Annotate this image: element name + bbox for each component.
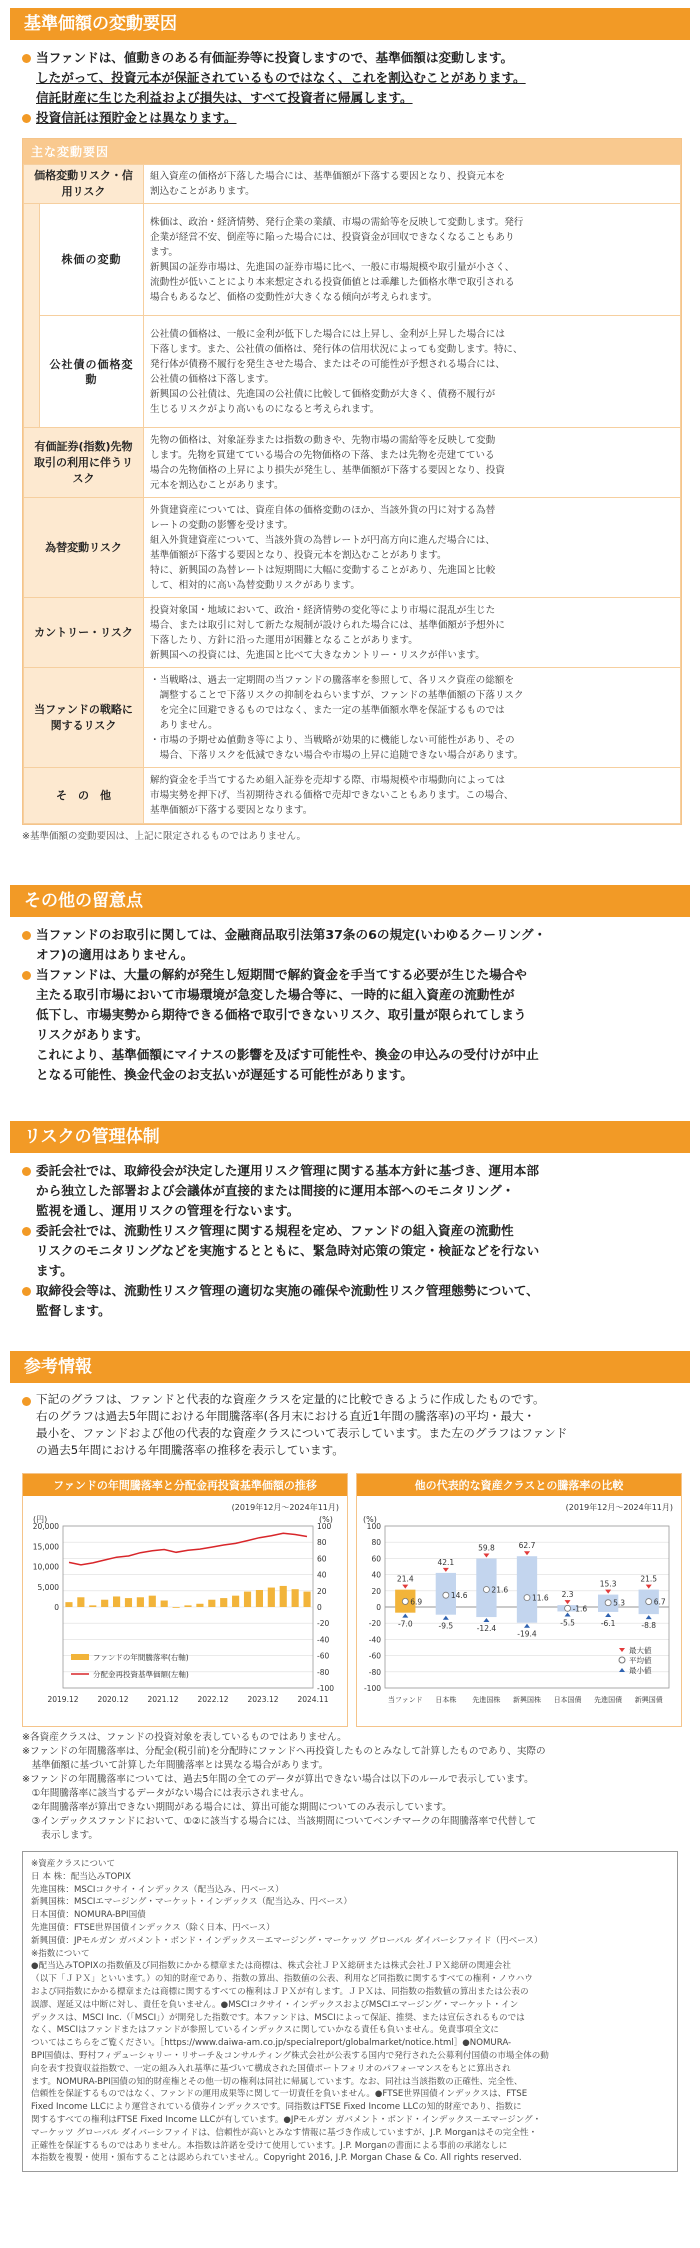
sec3-b3-line: 監督します。	[36, 1303, 111, 1318]
max-marker	[605, 1590, 611, 1594]
risk-text	[144, 428, 681, 498]
max-label: 2.3	[561, 1590, 574, 1600]
return-bar	[149, 1596, 156, 1607]
index-box-line: BPI国債は、野村フィデューシャリー・リサーチ＆コンサルティング株式会社が公表する国内で発行された公募利付国債の市場全体の動	[31, 2050, 549, 2061]
y-left-tick: 5,000	[37, 1582, 59, 1592]
table-row	[24, 498, 681, 598]
return-bar	[292, 1589, 299, 1607]
index-box-line: マーケッツ グローバル ダイバーシファイドは、信頼性が高いとみなす情報に基づき作成していますが、J.P. Morganはその完全性・	[31, 2127, 538, 2138]
legend-swatch-max	[619, 1648, 625, 1652]
risk-text-line: 投資対象国・地域において、政治・経済情勢の変化等により市場に混乱が生じた	[150, 604, 496, 616]
footnote: ※ファンドの年間騰落率は、分配金(税引前)を分配時にファンドへ再投資したものとみなして計算したものであり、実際の	[22, 1746, 546, 1757]
avg-label: 6.7	[653, 1597, 666, 1607]
risk-text-line: レートの変動の影響を受けます。	[150, 519, 294, 531]
footnote: ※ファンドの年間騰落率については、過去5年間の全てのデータが算出できない場合は以下のルールで表示しています。	[22, 1774, 534, 1785]
legend-swatch-returns	[71, 1654, 89, 1660]
sec3-b1-line: 委託会社では、取締役会が決定した運用リスク管理に関する基本方針に基づき、運用本部	[36, 1163, 539, 1178]
sec2-b2-line: 主たる取引市場において市場環境が急変した場合等に、一時的に組入資産の流動性が	[36, 987, 515, 1002]
x-tick: 2023.12	[247, 1695, 279, 1704]
risk-text-line: 新興国の公社債は、先進国の公社債に比較して価格変動が大きく、債務不履行が	[150, 388, 496, 400]
index-box-line: 先進国株：MSCIコクサイ・インデックス（配当込み、円ベース）	[31, 1884, 284, 1895]
avg-marker	[402, 1598, 408, 1604]
risk-label: カントリー・リスク	[24, 598, 144, 668]
sec1-b1-line-1: したがって、投資元本が保証されているものではなく、これを割込むことがあります。	[36, 70, 526, 85]
index-box-line: なく、MSCIはファンドまたはファンドが参照しているインデックスに関していかなる責任も負いません。免責事項全文に	[31, 2025, 500, 2036]
risk-factors-table	[23, 164, 681, 824]
risk-label: 為替変動リスク	[24, 498, 144, 598]
risk-text	[144, 768, 681, 824]
legend-label-avg: 平均値	[629, 1656, 652, 1665]
y-tick: 20	[371, 1586, 381, 1596]
y-right-tick: 40	[317, 1570, 327, 1580]
y-right-tick: 0	[317, 1603, 322, 1612]
footnote: 基準価額に基づいて計算した年間騰落率とは異なる場合があります。	[22, 1760, 329, 1771]
index-box-line: ついてはこちらをご覧ください。［https://www.daiwa-am.co.jp/specialreport/globalmarket/notice.html］●NOMURA-	[31, 2038, 512, 2049]
chart-compare-svg	[357, 1496, 679, 1726]
risk-text-line: します。先物を買建てている場合の先物価格の下落、または先物を売建てている	[150, 449, 495, 461]
legend-swatch-min	[619, 1668, 625, 1672]
avg-label: -1.6	[572, 1604, 588, 1614]
sec3-b2-line: ます。	[36, 1263, 73, 1278]
table-row	[24, 598, 681, 668]
sec1-note: ※基準価額の変動要因は、上記に限定されるものではありません。	[22, 831, 307, 842]
index-box-line: 日 本 株：配当込みTOPIX	[31, 1871, 131, 1882]
footnote: ①年間騰落率に該当するデータがない場合には表示されません。	[22, 1788, 310, 1799]
y-right-tick: -80	[317, 1667, 330, 1677]
index-box-line: 新興国株：MSCIエマージング・マーケット・インデックス（配当込み、円ベース）	[31, 1897, 353, 1908]
return-bar	[173, 1607, 180, 1608]
section-title-nav-factors: 基準価額の変動要因	[10, 8, 690, 40]
index-box-line: Fixed Income LLCにより運営されている債券インデックスです。同指数はFTSE Fixed Income LLCの知的財産であり、指数に	[31, 2102, 522, 2113]
max-label: 21.5	[640, 1574, 658, 1584]
index-box-line: デックスは、MSCI Inc.（「MSCI」）が開発した指数です。本ファンドは、MSCIによって保証、推奨、または宣伝されるものでは	[31, 2012, 525, 2023]
risk-text-line: 新興国への投資には、先進国と比べて大きなカントリー・リスクが伴います。	[150, 649, 485, 661]
y-right-tick: 60	[317, 1554, 327, 1564]
max-marker	[483, 1554, 489, 1558]
y-right-tick: -40	[317, 1635, 330, 1645]
max-label: 62.7	[518, 1541, 536, 1551]
avg-label: 14.6	[450, 1591, 468, 1601]
risk-text	[144, 498, 681, 598]
footnote: ※各資産クラスは、ファンドの投資対象を表しているものではありません。	[22, 1732, 347, 1743]
x-tick: 2019.12	[47, 1695, 79, 1704]
sec3-bullet-1	[22, 1161, 682, 1221]
table-row	[24, 768, 681, 824]
risk-text	[144, 598, 681, 668]
risk-label: 当ファンドの戦略に関するリスク	[24, 668, 144, 768]
risk-text	[144, 204, 681, 316]
legend-label-max: 最大値	[629, 1646, 652, 1655]
max-marker	[443, 1568, 449, 1572]
sec3-bullet-3	[22, 1281, 682, 1321]
risk-text-line: して、相対的に高い為替変動リスクがあります。	[150, 579, 360, 591]
sec2-bullets	[0, 917, 700, 1091]
risk-text-line: 企業が経営不安、倒産等に陥った場合には、投資資金が回収できなくなることもあり	[150, 231, 515, 243]
chart-fund-returns	[22, 1473, 348, 1727]
legend-label-min: 最小値	[629, 1666, 652, 1675]
risk-text-line: 公社債の価格は下落します。	[150, 373, 274, 385]
risk-text	[144, 668, 681, 768]
return-bar	[232, 1596, 239, 1607]
index-box-line: 誤謬、遅延又は中断に対し、責任を負いません。●MSCIコクサイ・インデックスおよびMSCIエマージング・マーケット・イン	[31, 1999, 519, 2010]
sec2-b2-line: リスクがあります。	[36, 1027, 149, 1042]
y-left-tick: 20,000	[32, 1522, 59, 1531]
risk-factors-heading: 主な変動要因	[23, 139, 681, 164]
risk-label: そ の 他	[24, 768, 144, 824]
section-title-risk-management: リスクの管理体制	[10, 1121, 690, 1153]
y-right-tick: 100	[317, 1522, 332, 1531]
table-row	[24, 668, 681, 768]
x-tick: 2021.12	[147, 1695, 179, 1704]
legend-label-nav: 分配金再投資基準価額(左軸)	[93, 1670, 189, 1679]
sec1-bullet-1	[22, 48, 682, 108]
risk-text-line: ・市場の予期せぬ値動き等により、当戦略が効果的に機能しない可能性があり、その	[150, 734, 515, 746]
risk-text-line: 場合、下落リスクを低減できない場合や市場の上昇に追随できない場合があります。	[150, 749, 524, 761]
risk-text-line: 場合、または取引に対して新たな規制が設けられた場合には、基準価額が予想外に	[150, 619, 505, 631]
risk-text-line: ありません。	[150, 719, 218, 731]
chart-asset-compare	[356, 1473, 682, 1727]
sec3-b3-line: 取締役会等は、流動性リスク管理の適切な実施の確保や流動性リスク管理態勢について、	[36, 1283, 539, 1298]
index-box-line: および同指数にかかる標章または商標に関するすべての権利はＪＰＸが有します。ＪＰＸは、同指数の指数値の算出または公表の	[31, 1986, 529, 1997]
category-label: 日本株	[435, 1696, 457, 1704]
y-tick: 60	[371, 1554, 381, 1564]
return-bar	[125, 1598, 132, 1607]
sec2-b1-line: オフ)の適用はありません。	[36, 947, 194, 962]
y-right-unit: (%)	[319, 1515, 333, 1524]
risk-text-line: 下落したり、方針に沿った運用が困難となることがあります。	[150, 634, 418, 646]
legend-label-returns: ファンドの年間騰落率(右軸)	[93, 1653, 189, 1662]
min-label: -12.4	[476, 1624, 497, 1634]
risk-text-line: 元本を割込むことがあります。	[150, 479, 284, 491]
return-bar	[220, 1598, 227, 1607]
category-label: 当ファンド	[387, 1696, 423, 1704]
risk-label: 有価証券(指数)先物取引の利用に伴うリスク	[24, 428, 144, 498]
index-box-line: （以下「ＪＰＸ」といいます。）の知的財産であり、指数の算出、指数値の公表、利用など同指数に関するすべての権利・ノウハウ	[31, 1974, 533, 1985]
risk-text-line: 下落します。また、公社債の価格は、発行体の信用状況によっても変動します。特に、	[150, 343, 523, 355]
min-marker	[402, 1614, 408, 1618]
min-marker	[565, 1612, 571, 1616]
y-left-tick: 0	[54, 1603, 59, 1612]
return-bar	[196, 1604, 203, 1607]
sec2-bullet-2	[22, 965, 682, 1085]
sec3-b1-line: から独立した部署および会議体が直接的または間接的に運用本部へのモニタリング・	[36, 1183, 515, 1198]
risk-text-line: 組入資産の価格が下落した場合には、基準価額が下落する要因となり、投資元本を	[150, 171, 505, 182]
sec2-b2-line: 当ファンドは、大量の解約が発生し短期間で解約資金を手当てする必要が生じた場合や	[36, 967, 527, 982]
section-title-reference: 参考情報	[10, 1351, 690, 1383]
y-right-tick: 80	[317, 1538, 327, 1548]
table-row	[24, 316, 681, 428]
sec2-b2-line: となる可能性、換金代金のお支払いが遅延する可能性があります。	[36, 1067, 413, 1082]
min-marker	[443, 1616, 449, 1620]
risk-text-line: 特に、新興国の為替レートは短期間に大幅に変動することがあり、先進国と比較	[150, 564, 496, 576]
risk-label: 価格変動リスク・信用リスク	[24, 165, 144, 204]
avg-label: 21.6	[491, 1585, 509, 1595]
risk-text-line: 発行体が債務不履行を発生させた場合、またはその可能性が予想される場合には、	[150, 358, 505, 370]
ref-intro-line: 下記のグラフは、ファンドと代表的な資産クラスを定量的に比較できるように作成したものです。	[36, 1392, 545, 1406]
sec3-bullet-2	[22, 1221, 682, 1281]
risk-text-line: を完全に回避できるものではなく、また一定の基準価額水準を保証するものでは	[150, 704, 505, 716]
min-marker	[524, 1624, 530, 1628]
risk-text-line: 先物の価格は、対象証券または指数の動きや、先物市場の需給等を反映して変動	[150, 434, 496, 446]
sec3-b2-line: 委託会社では、流動性リスク管理に関する規程を定め、ファンドの組入資産の流動性	[36, 1223, 514, 1238]
y-tick: -60	[368, 1651, 381, 1661]
footnote: ②年間騰落率が算出できない期間がある場合には、算出可能な期間についてのみ表示しています。	[22, 1802, 452, 1813]
x-tick: 2024.11	[297, 1695, 329, 1704]
sec3-b1-line: 監視を通し、運用リスクの管理を行ないます。	[36, 1203, 300, 1218]
avg-label: 6.9	[410, 1597, 423, 1607]
min-marker	[483, 1618, 489, 1622]
sec1-bullets	[0, 40, 700, 134]
y-right-tick: -100	[317, 1684, 335, 1693]
y-left-tick: 15,000	[32, 1542, 59, 1552]
max-marker	[565, 1600, 571, 1604]
index-box-line: 関するすべての権利はFTSE Fixed Income LLCが有しています。●JPモルガン ガバメント・ボンド・インデックス－エマージング・	[31, 2114, 542, 2125]
table-row	[24, 428, 681, 498]
max-marker	[646, 1585, 652, 1589]
index-box-line: 本指数を複製・使用・頒布することは認められていません。Copyright 2016, J.P. Morgan Chase & Co. All rights reserved.	[31, 2153, 522, 2164]
return-bar	[184, 1605, 191, 1607]
risk-text-line: ・当戦略は、過去一定期間の当ファンドの騰落率を参照して、各リスク資産の総額を	[150, 674, 514, 686]
risk-text-line: 基準価額が下落する要因となり、投資元本を割込むことがあります。	[150, 549, 447, 561]
return-bar	[161, 1601, 168, 1607]
ref-footnotes	[22, 1731, 678, 1843]
max-label: 21.4	[396, 1574, 414, 1584]
sec2-bullet-1	[22, 925, 682, 965]
sec2-b2-line: これにより、基準価額にマイナスの影響を及ぼす可能性や、換金の申込みの受付けが中止	[36, 1047, 539, 1062]
y-tick: -80	[368, 1667, 381, 1677]
risk-text	[144, 316, 681, 428]
table-row	[24, 165, 681, 204]
y-tick: 0	[376, 1603, 381, 1612]
sec1-b1-line-2: 信託財産に生じた利益および損失は、すべて投資者に帰属します。	[36, 90, 413, 105]
avg-label: 5.3	[613, 1598, 626, 1608]
min-label: -7.0	[397, 1619, 413, 1629]
y-tick: -40	[368, 1635, 381, 1645]
risk-text-line: 新興国の証券市場は、先進国の証券市場に比べ、一般に市場規模や取引量が小さく、	[150, 261, 515, 273]
risk-text-line: 調整することで下落リスクの抑制をねらいますが、ファンドの基準価額の下落リスク	[150, 689, 524, 701]
sec1-b1-line-0: 当ファンドは、値動きのある有価証券等に投資しますので、基準価額は変動します。	[36, 50, 514, 65]
table-row	[24, 204, 681, 316]
y-right-tick: 20	[317, 1586, 327, 1596]
y-tick: -100	[363, 1684, 381, 1693]
y-right-tick: -60	[317, 1651, 330, 1661]
return-bar	[268, 1588, 275, 1607]
return-bar	[208, 1600, 215, 1607]
category-label: 新興国株	[513, 1696, 541, 1704]
risk-text-line: 基準価額が下落する要因となります。	[150, 805, 313, 816]
chart-period: (2019年12月～2024年11月)	[231, 1503, 339, 1512]
category-label: 新興国債	[634, 1696, 663, 1704]
risk-side-cell	[24, 204, 40, 428]
return-bar	[137, 1597, 144, 1607]
max-label: 59.8	[478, 1543, 495, 1553]
chart-title: 他の代表的な資産クラスとの騰落率の比較	[357, 1474, 681, 1496]
avg-marker	[605, 1600, 611, 1606]
index-box-line: ます。NOMURA-BPI国債の知的財産権とその他一切の権利は同社に帰属しています。なお、同社は当該指数の正確性、完全性、	[31, 2076, 523, 2087]
index-box-line: 新興国債：JPモルガン ガバメント・ボンド・インデックス－エマージング・マーケッツ グローバル ダイバーシファイド（円ベース）	[31, 1935, 543, 1946]
min-marker	[605, 1613, 611, 1617]
avg-marker	[646, 1599, 652, 1605]
ref-intro	[0, 1383, 700, 1465]
return-bar	[303, 1592, 310, 1607]
min-label: -19.4	[517, 1629, 537, 1639]
chart-period: (2019年12月～2024年11月)	[565, 1503, 673, 1512]
avg-marker	[443, 1592, 449, 1598]
return-bar	[101, 1600, 108, 1607]
index-box-line: 日本国債：NOMURA-BPI国債	[31, 1910, 146, 1921]
return-bar	[65, 1602, 72, 1607]
x-tick: 2020.12	[97, 1695, 129, 1704]
min-label: -5.5	[560, 1618, 575, 1628]
charts-row	[22, 1473, 682, 1727]
risk-text-line: 公社債の価格は、一般に金利が低下した場合には上昇し、金利が上昇した場合には	[150, 328, 505, 340]
min-label: -9.5	[438, 1621, 454, 1631]
y-unit: (%)	[363, 1515, 377, 1524]
avg-label: 11.6	[532, 1593, 549, 1603]
y-tick: -20	[368, 1619, 381, 1629]
risk-text-line: 組入外貨建資産について、当該外貨の為替レートが円高方向に進んだ場合には、	[150, 534, 495, 546]
return-bar	[113, 1596, 120, 1607]
index-disclaimer-box	[22, 1851, 678, 2172]
footnote: 表示します。	[22, 1830, 98, 1841]
risk-text	[144, 165, 681, 204]
avg-marker	[565, 1605, 571, 1611]
footnote: ③インデックスファンドにおいて、①②に該当する場合には、当該期間についてベンチマークの年間騰落率で代替して	[22, 1816, 537, 1827]
y-tick: 40	[371, 1570, 381, 1580]
risk-text-line: 割込むことがあります。	[150, 186, 255, 197]
category-label: 先進国債	[594, 1696, 623, 1704]
index-box-line: 向を表す投資収益指数で、一定の組み入れ基準に基づいて構成された国債ポートフォリオのパフォーマンスをもとに算出され	[31, 2063, 511, 2074]
risk-factors-box	[22, 138, 682, 825]
sec3-bullets	[0, 1153, 700, 1327]
max-marker	[524, 1551, 530, 1555]
risk-text-line: 解約資金を手当てするため組入証券を売却する際、市場規模や市場動向によっては	[150, 775, 505, 786]
risk-text-line: ます。	[150, 246, 179, 258]
ref-intro-line: 右のグラフは過去5年間における年間騰落率(各月末における直近1年間の騰落率)の平均・最大・	[36, 1409, 536, 1423]
sec2-b2-line: 低下し、市場実勢から期待できる価格で取引できないリスク、取引量が限られてしまう	[36, 1007, 527, 1022]
return-bar	[77, 1597, 84, 1607]
sec1-b2-line: 投資信託は預貯金とは異なります。	[36, 110, 237, 125]
chart-title: ファンドの年間騰落率と分配金再投資基準価額の推移	[23, 1474, 347, 1496]
return-bar	[256, 1590, 263, 1607]
category-label: 日本国債	[553, 1696, 582, 1704]
risk-label: 公社債の価格変動	[40, 316, 144, 428]
category-label: 先進国株	[472, 1696, 501, 1704]
index-box-line: ※指数について	[31, 1948, 90, 1959]
risk-text-line: 流動性が低いことにより本来想定される投資価値とは乖離した価格水準で取引される	[150, 276, 515, 288]
avg-marker	[483, 1587, 489, 1593]
y-tick: 80	[371, 1538, 381, 1548]
max-label: 42.1	[437, 1557, 455, 1567]
chart-fund-svg	[23, 1496, 345, 1726]
risk-text-line: 株価は、政治・経済情勢、発行企業の業績、市場の需給等を反映して変動します。発行	[150, 216, 524, 228]
ref-intro-line: 最小を、ファンドおよび他の代表的な資産クラスについて表示しています。また左のグラフはファンド	[36, 1426, 568, 1440]
y-tick: 100	[366, 1522, 381, 1531]
index-box-line: ※資産クラスについて	[31, 1859, 116, 1869]
index-box-line: 信頼性を保証するものではなく、ファンドの運用成果等に関して一切責任を負いません。●FTSE世界国債インデックスは、FTSE	[31, 2089, 528, 2100]
ref-intro-line: の過去5年間における年間騰落率の推移を表示しています。	[36, 1443, 344, 1457]
y-left-tick: 10,000	[32, 1562, 59, 1572]
nav-line	[69, 1533, 307, 1565]
sec2-b1-line: 当ファンドのお取引に関しては、金融商品取引法第37条の6の規定(いわゆるクーリング・	[36, 927, 547, 942]
return-bar	[280, 1586, 287, 1607]
ref-intro-bullet	[22, 1391, 682, 1459]
risk-text-line: 場合の先物価格の上昇により損失が発生し、基準価額が下落する要因となり、投資	[150, 464, 505, 476]
legend-swatch-avg	[619, 1657, 625, 1663]
index-box-line: 先進国債：FTSE世界国債インデックス（除く日本、円ベース）	[31, 1922, 275, 1933]
sec3-b2-line: リスクのモニタリングなどを実施するとともに、緊急時対応策の策定・検証などを行ない	[36, 1243, 540, 1258]
x-tick: 2022.12	[197, 1695, 229, 1704]
risk-text-line: 外貨建資産については、資産自体の価格変動のほか、当該外貨の円に対する為替	[150, 504, 496, 516]
min-marker	[646, 1615, 652, 1619]
avg-marker	[524, 1595, 530, 1601]
return-bar	[89, 1605, 96, 1607]
min-label: -6.1	[600, 1618, 616, 1628]
min-label: -8.8	[641, 1621, 657, 1631]
max-marker	[402, 1585, 408, 1589]
max-label: 15.3	[599, 1579, 617, 1589]
risk-text-line: 市場実勢を押下げ、当初期待される価格で売却できないこともあります。この場合、	[150, 790, 514, 801]
y-right-tick: -20	[317, 1619, 330, 1629]
risk-text-line: 場合もあるなど、価格の変動性が大きくなる傾向が考えられます。	[150, 291, 438, 303]
risk-label: 株価の変動	[40, 204, 144, 316]
section-title-other-notes: その他の留意点	[10, 885, 690, 917]
y-left-unit: (円)	[33, 1515, 48, 1524]
index-box-line: ●配当込みTOPIXの指数値及び同指数にかかる標章または商標は、株式会社ＪＰＸ総研または株式会社ＪＰＸ総研の関連会社	[31, 1961, 511, 1972]
index-box-line: 正確性を保証するものではありません。本指数は許諾を受けて使用しています。J.P. Morganの書面による事前の承諾なしに	[31, 2140, 508, 2151]
return-bar	[244, 1592, 251, 1607]
range-bar	[517, 1556, 537, 1623]
sec1-bullet-2	[22, 108, 682, 128]
risk-text-line: 生じるリスクがより高いものになると考えられます。	[150, 403, 380, 415]
